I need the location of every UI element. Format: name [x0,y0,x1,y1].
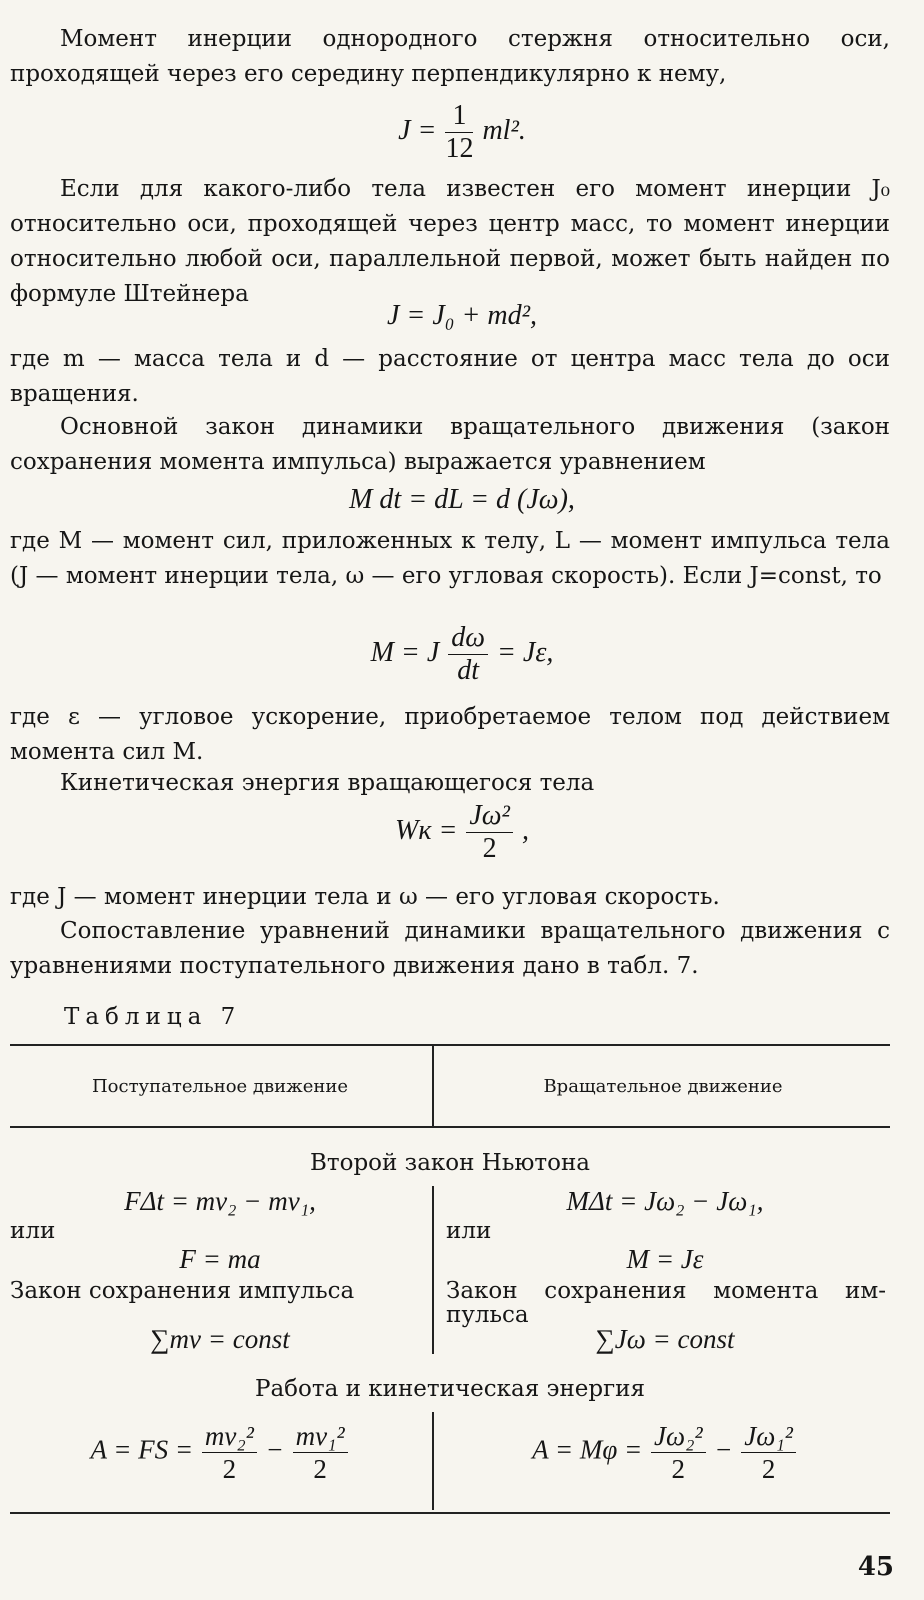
table-left-momentum-eq: ∑mv = const [150,1324,290,1354]
page-number: 45 [857,1552,894,1582]
formula-part: = Jε, [497,636,554,668]
paragraph-mass-distance: где m — масса тела и d — расстояние от центра масс тела до оси вращения. [10,346,890,407]
fraction [202,1420,257,1485]
paragraph-steiner: Если для какого-либо тела известен его момент инерции J₀ относительно оси, проходящей через центр масс, то момент инерции относительно любой оси, параллельной первой, может быть найден по формуле Штейнера [10,176,890,307]
fraction-denominator: 2 [313,1454,327,1484]
fraction-denominator: 12 [445,133,474,164]
formula-angular-acceleration [0,622,924,687]
table-right-newton-eq: MΔt = Jω₂ − Jω₁, [566,1186,764,1216]
table-header-translational: Поступательное движение [91,1076,349,1097]
formula-rod-inertia [0,100,924,165]
fraction-denominator: 2 [761,1454,776,1484]
table-left-newton-eq: FΔt = mv₂ − mv₁, [124,1186,316,1216]
table-right-second-law: M = Jε [626,1244,704,1274]
fraction-numerator: dω [448,622,488,655]
formula-part: A = FS = [90,1434,194,1465]
paragraph-comparison: Сопоставление уравнений динамики вращательного движения с уравнениями поступательного движения дано в табл. 7. [10,918,890,979]
formula-kinetic-energy [0,800,924,865]
table-bottom-rule [10,1512,890,1514]
table-column-divider [432,1186,434,1354]
fraction [651,1420,706,1485]
fraction-numerator: mv₂² [202,1420,257,1453]
paragraph-angular-acceleration: где ε — угловое ускорение, приобретаемое телом под действием момента сил M. [10,704,890,765]
table-caption: Таблица 7 [64,1004,242,1030]
table-header-divider [432,1044,434,1126]
table-right-or: или [446,1218,492,1244]
formula-part: − [265,1434,284,1465]
formula-steiner: J = J₀ + md², [387,300,537,331]
fraction-numerator: Jω₂² [651,1420,706,1453]
table-top-rule [10,1044,890,1046]
fraction-denominator: 2 [482,833,497,864]
table-left-second-law: F = ma [179,1244,261,1274]
table-left-momentum-law: Закон сохранения импульса [10,1278,355,1304]
formula-part: ml². [482,114,526,146]
fraction [293,1420,348,1485]
table-column-divider-bottom [432,1412,434,1510]
table-section-work-energy: Работа и кинетическая энергия [254,1376,645,1402]
table-right-work-formula [440,1420,890,1485]
paragraph-moment-of-forces: где M — момент сил, приложенных к телу, L — момент импульса тела (J — момент инерции тела, ω — его угловая скорость). Если J=const, то [10,528,890,589]
fraction-numerator: 1 [445,100,473,133]
fraction [466,800,513,865]
fraction-denominator: 2 [222,1454,237,1484]
formula-part: , [521,814,529,846]
fraction [448,622,488,687]
fraction-numerator: mv₁² [293,1420,348,1453]
formula-part: Wк = [395,814,458,846]
table-right-angular-eq: ∑Jω = const [595,1324,735,1354]
table-left-or: или [10,1218,56,1244]
table-left-work-formula [10,1420,430,1485]
fraction-numerator: Jω² [466,800,513,833]
formula-part: J = [398,114,437,146]
paragraph-rod-inertia: Момент инерции однородного стержня относительно оси, проходящей через его середину перпендикулярно к нему, [10,26,890,87]
table-header-rule [10,1126,890,1128]
fraction [741,1420,796,1485]
table-section-newton: Второй закон Ньютона [309,1150,591,1176]
table-right-angular-law-cont: пульса [446,1302,529,1328]
formula-part: A = Mφ = [532,1434,643,1465]
fraction-numerator: Jω₁² [741,1420,796,1453]
formula-part: − [714,1434,733,1465]
fraction [445,100,473,165]
paragraph-inertia-velocity: где J — момент инерции тела и ω — его угловая скорость. [10,884,720,910]
paragraph-rotation-law: Основной закон динамики вращательного движения (закон сохранения момента импульса) выражается уравнением [10,414,890,475]
fraction-denominator: 2 [671,1454,686,1484]
formula-part: M = J [370,636,440,668]
table-right-angular-law: Закон сохранения момента им- [446,1278,886,1304]
formula-angular-momentum: M dt = dL = d (Jω), [349,484,575,515]
paragraph-kinetic-energy: Кинетическая энергия вращающегося тела [60,770,595,796]
fraction-denominator: dt [457,655,480,686]
table-header-rotational: Вращательное движение [543,1076,783,1097]
